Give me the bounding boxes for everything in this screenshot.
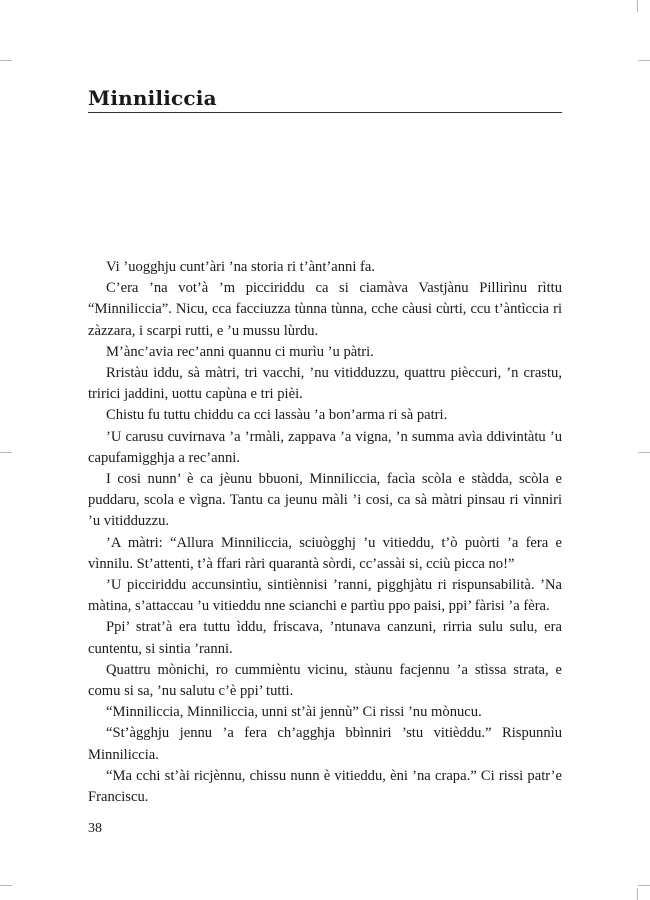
paragraph: Rristàu iddu, sà màtri, tri vacchi, ’nu vitidduzzu, quattru pièccuri, ’n crastu, tririci jaddini, uottu capùna e tri pièi. [88, 365, 562, 403]
crop-mark-left-middle [0, 452, 12, 453]
paragraph: “Ma cchi st’ài ricjènnu, chissu nunn è vitieddu, èni ’na crapa.” Ci rissi patr’e Franciscu. [88, 767, 562, 806]
paragraph: I cosi nunn’ è ca jèunu bbuoni, Minniliccia, facìa scòla e stàdda, scòla e puddaru, scola e vìgna. Tantu ca jeunu màli ’i cosi, ca sà màtri pinsau ri vìnniri ’u vitidduzzu. [88, 471, 562, 530]
crop-mark-left-bottom [0, 885, 12, 886]
paragraph: ’U carusu cuvirnava ’a ’rmàli, zappava ’a vigna, ’n summa avìa ddivintàtu ’u capufamigghja a rec’anni. [88, 428, 562, 466]
page-number: 38 [88, 821, 102, 836]
paragraph: Chistu fu tuttu chiddu ca cci lassàu ’a bon’arma ri sà patri. [106, 407, 448, 424]
paragraph: “St’àgghju jennu ’a fera ch’agghja bbìnniri ’stu vitièddu.” Rispunnìu Minniliccia. [88, 725, 562, 763]
crop-mark-right-bottom [638, 885, 650, 886]
crop-mark-right-middle [638, 452, 650, 453]
paragraph: Vi ’uogghju cunt’àri ’na storia ri t’ànt’anni fa. [106, 259, 376, 275]
chapter-heading [88, 86, 562, 113]
paragraph: Quattru mònichi, ro cummièntu vicinu, stàunu facjennu ’a stìssa strata, e comu si sa, ’nu salutu c’è ppi’ tutti. [88, 661, 562, 700]
crop-mark-top-right [637, 0, 638, 12]
crop-mark-left-top [0, 60, 12, 61]
crop-mark-right-top [638, 60, 650, 61]
crop-mark-bottom-right [637, 888, 638, 900]
paragraph: “Minniliccia, Minniliccia, unni st’ài jennù” Ci rissi ’nu mònucu. [106, 704, 482, 721]
paragraph: ’U picciriddu accunsintìu, sintiènnisi ’ranni, pigghjàtu ri rispunsabilità. ’Na màtina, s’attaccau ’u vitieddu nne scianchi e partìu ppo paisi, ppi’ fàrisi ’a fèra. [88, 577, 562, 615]
paragraph: Ppi’ strat’à era tuttu ìddu, friscava, ’ntunava canzuni, rirria sulu sulu, era cuntentu, si sintia ’ranni. [88, 619, 562, 657]
paragraph: C’era ’na vot’à ’m picciriddu ca si ciamàva Vastjànu Pillirìnu rìttu “Minniliccia”. Nicu, cca facciuzza tùnna tùnna, cche càusi cùrti, ccu t’àntìccia ri zàzzara, i scarpi rutti, e ’u mussu lùrdu. [88, 280, 562, 339]
story-body [88, 257, 562, 808]
paragraph: M’ànc’avia rec’anni quannu ci murìu ’u pàtri. [106, 343, 374, 360]
paragraph: ’A màtri: “Allura Minniliccia, sciuògghj ’u vitieddu, t’ò puòrti ’a fera e vìnnilu. St’attenti, t’à ffari ràri quarantà sòrdi, cc’assài si, cciù picca no!” [88, 534, 562, 572]
chapter-title: Minniliccia [88, 86, 217, 110]
